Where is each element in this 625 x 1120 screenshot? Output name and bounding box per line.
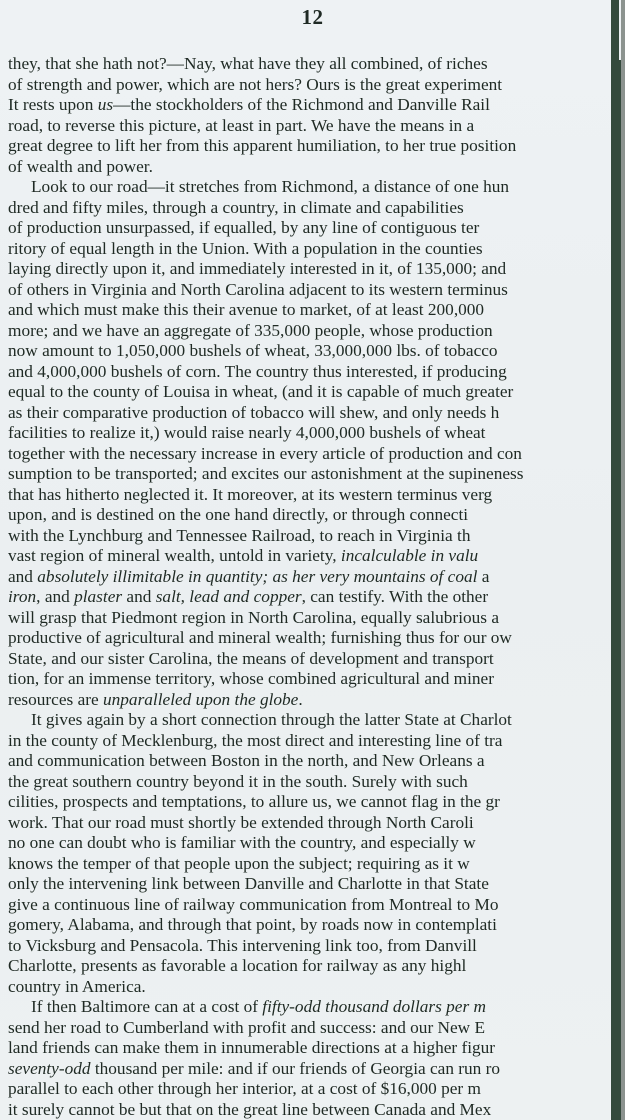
text-line — [8, 321, 608, 342]
italic-text: plaster — [74, 587, 122, 606]
text-segment: , can testify. With the other — [302, 587, 488, 606]
text-line — [8, 731, 608, 752]
text-segment: State, and our sister Carolina, the means of development and transport — [8, 649, 494, 668]
text-line — [8, 485, 608, 506]
text-segment: Look to our road—it stretches from Richmond, a distance of one hun — [31, 177, 509, 196]
text-segment: it surely cannot be but that on the great line between Canada and Mex — [8, 1100, 491, 1119]
text-segment: gomery, Alabama, and through that point, by roads now in contemplati — [8, 915, 497, 934]
text-line — [8, 1079, 608, 1100]
text-segment: will grasp that Piedmont region in North Carolina, equally salubrious a — [8, 608, 499, 627]
text-segment: facilities to realize it,) would raise nearly 4,000,000 bushels of wheat — [8, 423, 486, 442]
text-segment: together with the necessary increase in every article of production and con — [8, 444, 522, 463]
text-segment: that has hitherto neglected it. It moreover, at its western terminus verg — [8, 485, 492, 504]
text-line — [8, 526, 608, 547]
text-line — [8, 300, 608, 321]
text-line — [8, 116, 608, 137]
text-segment: with the Lynchburg and Tennessee Railroad, to reach in Virginia th — [8, 526, 470, 545]
text-segment: to Vicksburg and Pensacola. This intervening link too, from Danvill — [8, 936, 477, 955]
text-line — [8, 157, 608, 178]
text-line — [8, 895, 608, 916]
body-text — [8, 54, 608, 1120]
text-line — [8, 362, 608, 383]
italic-text: iron — [8, 587, 36, 606]
text-line — [8, 792, 608, 813]
text-segment: send her road to Cumberland with profit and success: and our New E — [8, 1018, 485, 1037]
text-line — [8, 710, 608, 731]
text-segment: and 4,000,000 bushels of corn. The country thus interested, if producing — [8, 362, 507, 381]
text-line — [8, 239, 608, 260]
text-line — [8, 956, 608, 977]
text-segment: ritory of equal length in the Union. With a population in the counties — [8, 239, 483, 258]
text-line — [8, 1100, 608, 1120]
italic-text: salt, lead and copper — [156, 587, 302, 606]
italic-text: us — [98, 95, 113, 114]
text-segment: vast region of mineral wealth, untold in variety, — [8, 546, 341, 565]
text-line — [8, 587, 608, 608]
text-line — [8, 690, 608, 711]
text-line — [8, 915, 608, 936]
text-line — [8, 649, 608, 670]
text-segment: no one can doubt who is familiar with the country, and especially w — [8, 833, 476, 852]
text-line — [8, 546, 608, 567]
text-line — [8, 936, 608, 957]
text-line — [8, 977, 608, 998]
text-line — [8, 382, 608, 403]
text-segment: equal to the county of Louisa in wheat, (and it is capable of much greater — [8, 382, 513, 401]
text-line — [8, 403, 608, 424]
text-segment: tion, for an immense territory, whose combined agricultural and miner — [8, 669, 494, 688]
text-segment: give a continuous line of railway communication from Montreal to Mo — [8, 895, 498, 914]
text-segment: only the intervening link between Danville and Charlotte in that State — [8, 874, 489, 893]
italic-text: unparalleled upon the globe — [103, 690, 298, 709]
text-segment: and — [8, 567, 37, 586]
text-segment: If then Baltimore can at a cost of — [31, 997, 262, 1016]
text-segment: Charlotte, presents as favorable a location for railway as any highl — [8, 956, 466, 975]
text-segment: parallel to each other through her interior, at a cost of $16,000 per m — [8, 1079, 481, 1098]
text-segment: as their comparative production of tobacco will shew, and only needs h — [8, 403, 499, 422]
page-number: 12 — [0, 0, 625, 34]
text-segment: laying directly upon it, and immediately interested in it, of 135,000; and — [8, 259, 506, 278]
text-line — [8, 177, 608, 198]
text-segment: It rests upon — [8, 95, 98, 114]
text-segment: dred and fifty miles, through a country, in climate and capabilities — [8, 198, 464, 217]
text-segment: the great southern country beyond it in the south. Surely with such — [8, 772, 468, 791]
text-segment: It gives again by a short connection through the latter State at Charlot — [31, 710, 512, 729]
text-segment: of strength and power, which are not hers? Ours is the great experiment — [8, 75, 502, 94]
text-segment: of others in Virginia and North Carolina adjacent to its western terminus — [8, 280, 508, 299]
text-line — [8, 628, 608, 649]
text-line — [8, 280, 608, 301]
text-line — [8, 218, 608, 239]
text-segment: productive of agricultural and mineral wealth; furnishing thus for our ow — [8, 628, 512, 647]
text-segment: knows the temper of that people upon the subject; requiring as it w — [8, 854, 470, 873]
text-segment: cilities, prospects and temptations, to allure us, we cannot flag in the gr — [8, 792, 500, 811]
text-segment: sumption to be transported; and excites our astonishment at the supineness — [8, 464, 523, 483]
text-line — [8, 136, 608, 157]
text-segment: country in America. — [8, 977, 146, 996]
text-line — [8, 75, 608, 96]
text-line — [8, 1038, 608, 1059]
scan-border — [621, 0, 625, 1120]
text-line — [8, 444, 608, 465]
text-segment: now amount to 1,050,000 bushels of wheat, 33,000,000 lbs. of tobacco — [8, 341, 498, 360]
text-segment: great degree to lift her from this apparent humiliation, to her true position — [8, 136, 516, 155]
text-line — [8, 567, 608, 588]
italic-text: incalculable in valu — [341, 546, 478, 565]
text-line — [8, 854, 608, 875]
text-line — [8, 423, 608, 444]
text-line — [8, 95, 608, 116]
text-line — [8, 54, 608, 75]
text-line — [8, 997, 608, 1018]
text-segment: of production unsurpassed, if equalled, by any line of contiguous ter — [8, 218, 479, 237]
text-segment: , and — [36, 587, 74, 606]
text-line — [8, 505, 608, 526]
text-segment: more; and we have an aggregate of 335,000 people, whose production — [8, 321, 493, 340]
text-line — [8, 772, 608, 793]
text-line — [8, 751, 608, 772]
text-line — [8, 1059, 608, 1080]
text-segment: of wealth and power. — [8, 157, 153, 176]
italic-text: fifty-odd thousand dollars per m — [262, 997, 486, 1016]
text-segment: a — [477, 567, 489, 586]
text-segment: they, that she hath not?—Nay, what have they all combined, of riches — [8, 54, 488, 73]
text-segment: road, to reverse this picture, at least in part. We have the means in a — [8, 116, 474, 135]
text-segment: work. That our road must shortly be extended through North Caroli — [8, 813, 474, 832]
text-segment: —the stockholders of the Richmond and Danville Rail — [113, 95, 490, 114]
text-segment: . — [298, 690, 302, 709]
text-segment: and — [122, 587, 156, 606]
text-segment: upon, and is destined on the one hand directly, or through connecti — [8, 505, 468, 524]
text-line — [8, 1018, 608, 1039]
text-line — [8, 874, 608, 895]
italic-text: seventy-odd — [8, 1059, 91, 1078]
text-line — [8, 259, 608, 280]
text-line — [8, 833, 608, 854]
text-segment: thousand per mile: and if our friends of Georgia can run ro — [91, 1059, 501, 1078]
text-line — [8, 464, 608, 485]
text-segment: and communication between Boston in the north, and New Orleans a — [8, 751, 485, 770]
text-segment: resources are — [8, 690, 103, 709]
text-line — [8, 669, 608, 690]
text-line — [8, 341, 608, 362]
text-line — [8, 608, 608, 629]
text-segment: and which must make this their avenue to market, of at least 200,000 — [8, 300, 484, 319]
text-segment: in the county of Mecklenburg, the most direct and interesting line of tra — [8, 731, 502, 750]
text-segment: land friends can make them in innumerable directions at a higher figur — [8, 1038, 495, 1057]
italic-text: absolutely illimitable in quantity; as her very mountains of coal — [37, 567, 477, 586]
text-line — [8, 813, 608, 834]
text-line — [8, 198, 608, 219]
